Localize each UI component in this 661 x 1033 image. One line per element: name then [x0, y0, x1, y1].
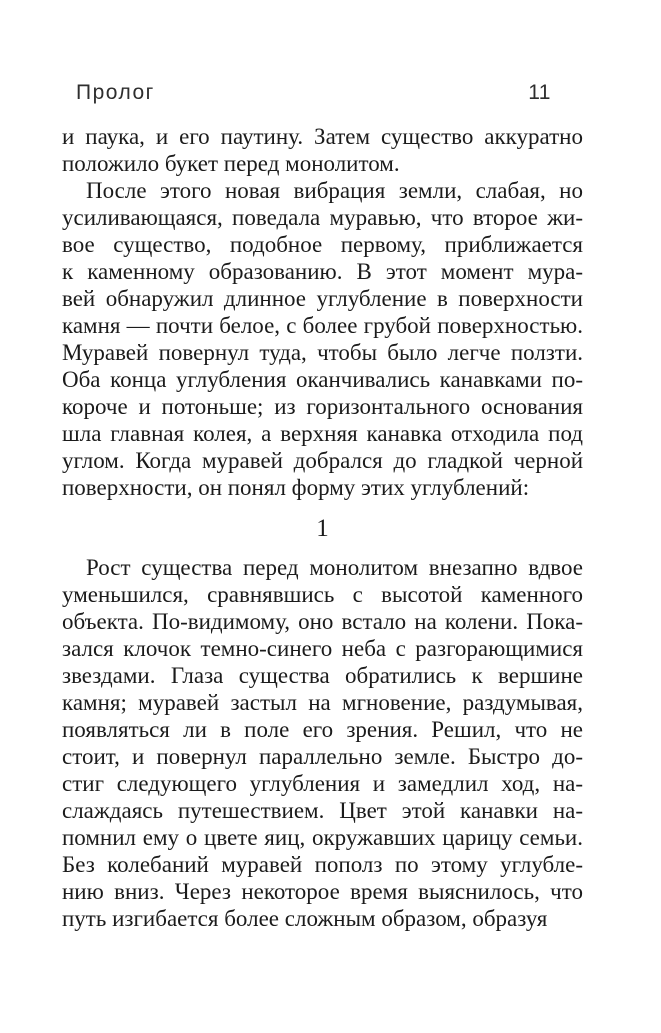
text-line: зался клочок темно-синего неба с разгорающимися	[62, 636, 583, 661]
paragraph	[62, 177, 583, 501]
text-line: короче и потоньше; из горизонтального основания	[62, 394, 583, 419]
running-head	[76, 79, 551, 106]
text-line: помнил ему о цвете яиц, окружавших царицу семьи.	[62, 825, 583, 850]
text-column	[62, 123, 583, 932]
text-line: поверхности, он понял форму этих углублений:	[62, 475, 530, 500]
text-line: вей обнаружил длинное углубление в поверхности	[62, 286, 583, 311]
section-number: 1	[316, 515, 329, 542]
chapter-title: Пролог	[76, 81, 155, 104]
text-line: звездами. Глаза существа обратились к вершине	[62, 663, 583, 688]
text-line: слаждаясь путешествием. Цвет этой канавки на-	[62, 798, 583, 823]
text-line: положило букет перед монолитом.	[62, 151, 400, 176]
text-line: нию вниз. Через некоторое время выяснилось, что	[62, 879, 583, 904]
text-line: стиг следующего углубления и замедлил ход, на-	[62, 771, 583, 796]
text-line: Муравей повернул туда, чтобы было легче ползти.	[62, 340, 583, 365]
text-line: уменьшился, сравнявшись с высотой каменного	[62, 582, 583, 607]
text-line: шла главная колея, а верхняя канавка отходила под	[62, 421, 583, 446]
text-line: к каменному образованию. В этот момент мура-	[62, 259, 583, 284]
text-line: появляться ли в поле его зрения. Решил, что не	[62, 717, 583, 742]
text-line: путь изгибается более сложным образом, образуя	[62, 906, 548, 931]
text-line: Рост существа перед монолитом внезапно вдвое	[86, 555, 583, 580]
page-number: 11	[528, 81, 551, 104]
text-line: стоит, и повернул параллельно земле. Быстро до-	[62, 744, 583, 769]
text-line: объекта. По-видимому, оно встало на колени. Пока-	[62, 609, 583, 634]
text-line: камня; муравей застыл на мгновение, раздумывая,	[62, 690, 583, 715]
paragraph-continuation	[62, 123, 583, 177]
text-line: усиливающаяся, поведала муравью, что второе жи-	[62, 205, 583, 230]
text-line: Оба конца углубления оканчивались канавками по-	[62, 367, 583, 392]
text-line: После этого новая вибрация земли, слабая, но	[86, 178, 583, 203]
paragraph	[62, 554, 583, 932]
text-line: углом. Когда муравей добрался до гладкой черной	[62, 448, 583, 473]
text-line: и паука, и его паутину. Затем существо аккуратно	[62, 124, 583, 149]
text-line: камня — почти белое, с более грубой поверхностью.	[62, 313, 583, 338]
text-line: вое существо, подобное первому, приближается	[62, 232, 583, 257]
text-line: Без колебаний муравей пополз по этому углубле-	[62, 852, 583, 877]
